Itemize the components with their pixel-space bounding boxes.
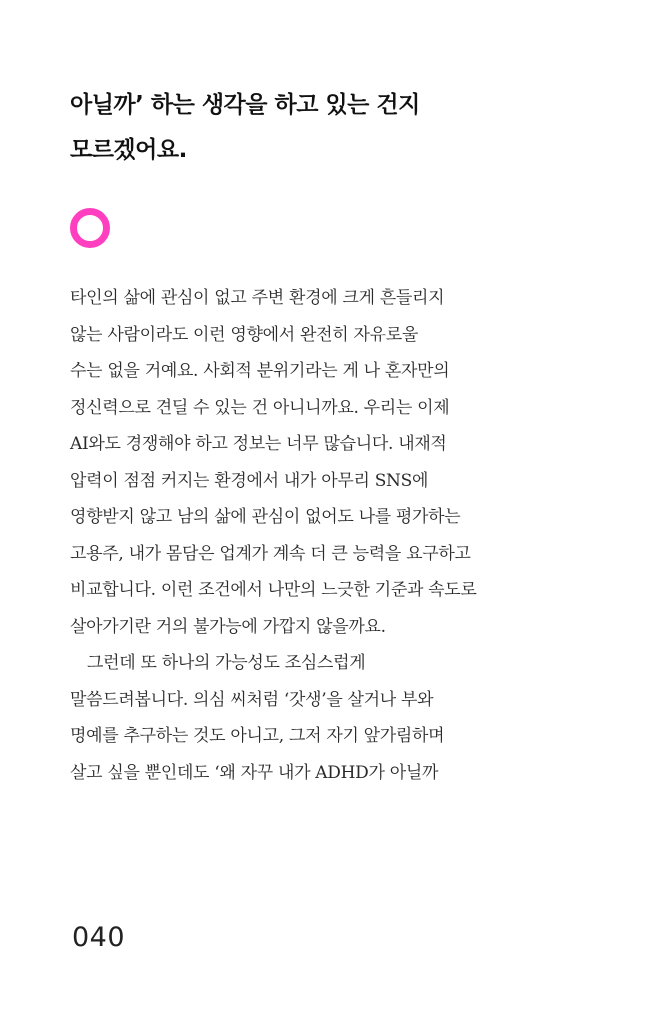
body-line: 않는 사람이라도 이런 영향에서 완전히 자유로울 <box>70 324 418 345</box>
body-line: 정신력으로 견딜 수 있는 건 아니니까요. 우리는 이제 <box>70 397 450 418</box>
body-line: 압력이 점점 커지는 환경에서 내가 아무리 SNS에 <box>70 470 429 491</box>
body-line: AI와도 경쟁해야 하고 정보는 너무 많습니다. 내재적 <box>70 434 447 454</box>
body-line: 수는 없을 거예요. 사회적 분위기라는 게 나 혼자만의 <box>70 361 450 381</box>
body-line: 말씀드려봅니다. 의심 씨처럼 ‘갓생’을 살거나 부와 <box>70 689 434 710</box>
body-line: 명예를 추구하는 것도 아니고, 그저 자기 앞가림하며 <box>70 726 445 746</box>
body-line: 살고 싶을 뿐인데도 ‘왜 자꾸 내가 ADHD가 아닐까 <box>70 762 439 783</box>
body-paragraph <box>70 280 630 791</box>
body-line-indented: 그런데 또 하나의 가능성도 조심스럽게 <box>87 653 366 673</box>
heading-line: 모르겠어요. <box>70 137 187 163</box>
page-number: 040 <box>72 922 126 953</box>
body-line: 타인의 삶에 관심이 없고 주변 환경에 크게 흔들리지 <box>70 288 445 308</box>
circle-ring-icon <box>70 208 110 248</box>
body-line: 고용주, 내가 몸담은 업계가 계속 더 큰 능력을 요구하고 <box>70 543 471 564</box>
heading-line: 아닐까’ 하는 생각을 하고 있는 건지 <box>70 92 420 118</box>
body-line: 살아가기란 거의 불가능에 가깝지 않을까요. <box>70 616 386 637</box>
body-line: 영향받지 않고 남의 삶에 관심이 없어도 나를 평가하는 <box>70 507 461 527</box>
section-heading <box>70 83 630 173</box>
body-line: 비교합니다. 이런 조건에서 나만의 느긋한 기준과 속도로 <box>70 580 477 600</box>
